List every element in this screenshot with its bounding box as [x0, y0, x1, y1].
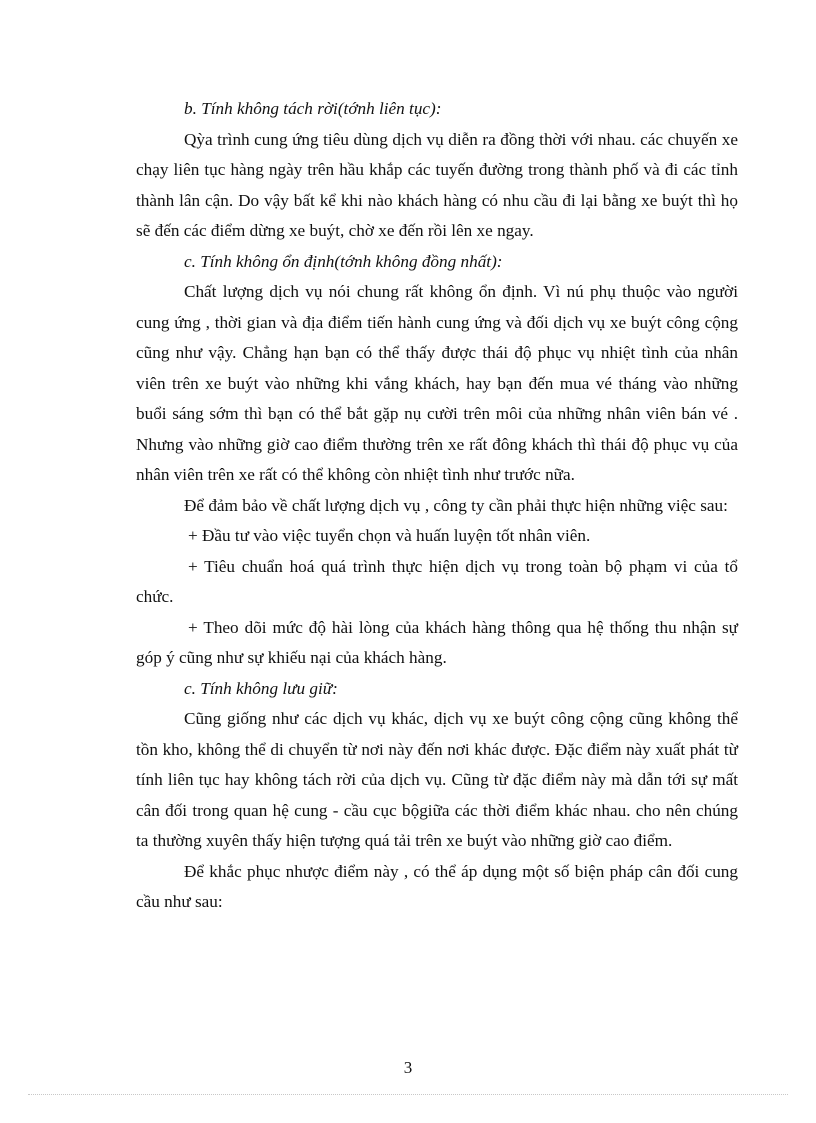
section-heading-c2: c. Tính không lưu giữ: [184, 678, 338, 698]
bullet-item: + Đầu tư vào việc tuyển chọn và huấn luyện tốt nhân viên. [188, 526, 591, 545]
body-paragraph: Chất lượng dịch vụ nói chung rất không ổn định. Vì nú phụ thuộc vào người cung ứng , thời gian và địa điểm tiến hành cung ứng và đối dịch vụ xe buýt công cộng cũng như vậy. Chẳng hạn bạn có thể thấy được thái độ phục vụ nhiệt tình của nhân viên trên xe buýt vào những khi vắng khách, hay bạn đến mua vé tháng vào những buổi sáng sớm thì bạn có thể bắt gặp nụ cười trên môi của những nhân viên bán vé . Nhưng vào những giờ cao điểm thường trên xe rất đông khách thì thái độ phục vụ của nhân viên trên xe rất có thể không còn nhiệt tình như trước nữa. [136, 282, 738, 484]
body-paragraph: Cũng giống như các dịch vụ khác, dịch vụ xe buýt công cộng cũng không thể tồn kho, không thể di chuyển từ nơi này đến nơi khác được. Đặc điểm này xuất phát từ tính liên tục hay không tách rời của dịch vụ. Cũng từ đặc điểm này mà dẫn tới sự mất cân đối trong quan hệ cung - cầu cục bộgiữa các thời điểm khác nhau. cho nên chúng ta thường xuyên thấy hiện tượng quá tải trên xe buýt vào những giờ cao điểm. [136, 709, 738, 850]
body-paragraph: Để khắc phục nhược điểm này , có thể áp dụng một số biện pháp cân đối cung cầu như sau: [136, 861, 738, 911]
section-heading-c: c. Tính không ổn định(tớnh không đồng nhất): [184, 251, 503, 271]
bullet-item: + Tiêu chuẩn hoá quá trình thực hiện dịch vụ trong toàn bộ phạm vi của tổ chức. [136, 556, 738, 606]
page-number: 3 [403, 1058, 413, 1077]
body-paragraph: Để đảm bảo về chất lượng dịch vụ , công ty cần phải thực hiện những việc sau: [184, 495, 728, 515]
bullet-item: + Theo dõi mức độ hài lòng của khách hàng thông qua hệ thống thu nhận sự góp ý cũng như sự khiếu nại của khách hàng. [136, 617, 738, 667]
body-paragraph: Qỳa trình cung ứng tiêu dùng dịch vụ diễn ra đồng thời với nhau. các chuyến xe chạy liên tục hàng ngày trên hầu khắp các tuyến đường trong thành phố và đi các tỉnh thành lân cận. Do vậy bất kể khi nào khách hàng có nhu cầu đi lại bằng xe buýt thì họ sẽ đến các điểm dừng xe buýt, chờ xe đến rồi lên xe ngay. [136, 129, 738, 240]
page-content [136, 94, 738, 918]
section-heading-b: b. Tính không tách rời(tớnh liên tục): [184, 99, 442, 118]
footer-divider [28, 1094, 788, 1095]
